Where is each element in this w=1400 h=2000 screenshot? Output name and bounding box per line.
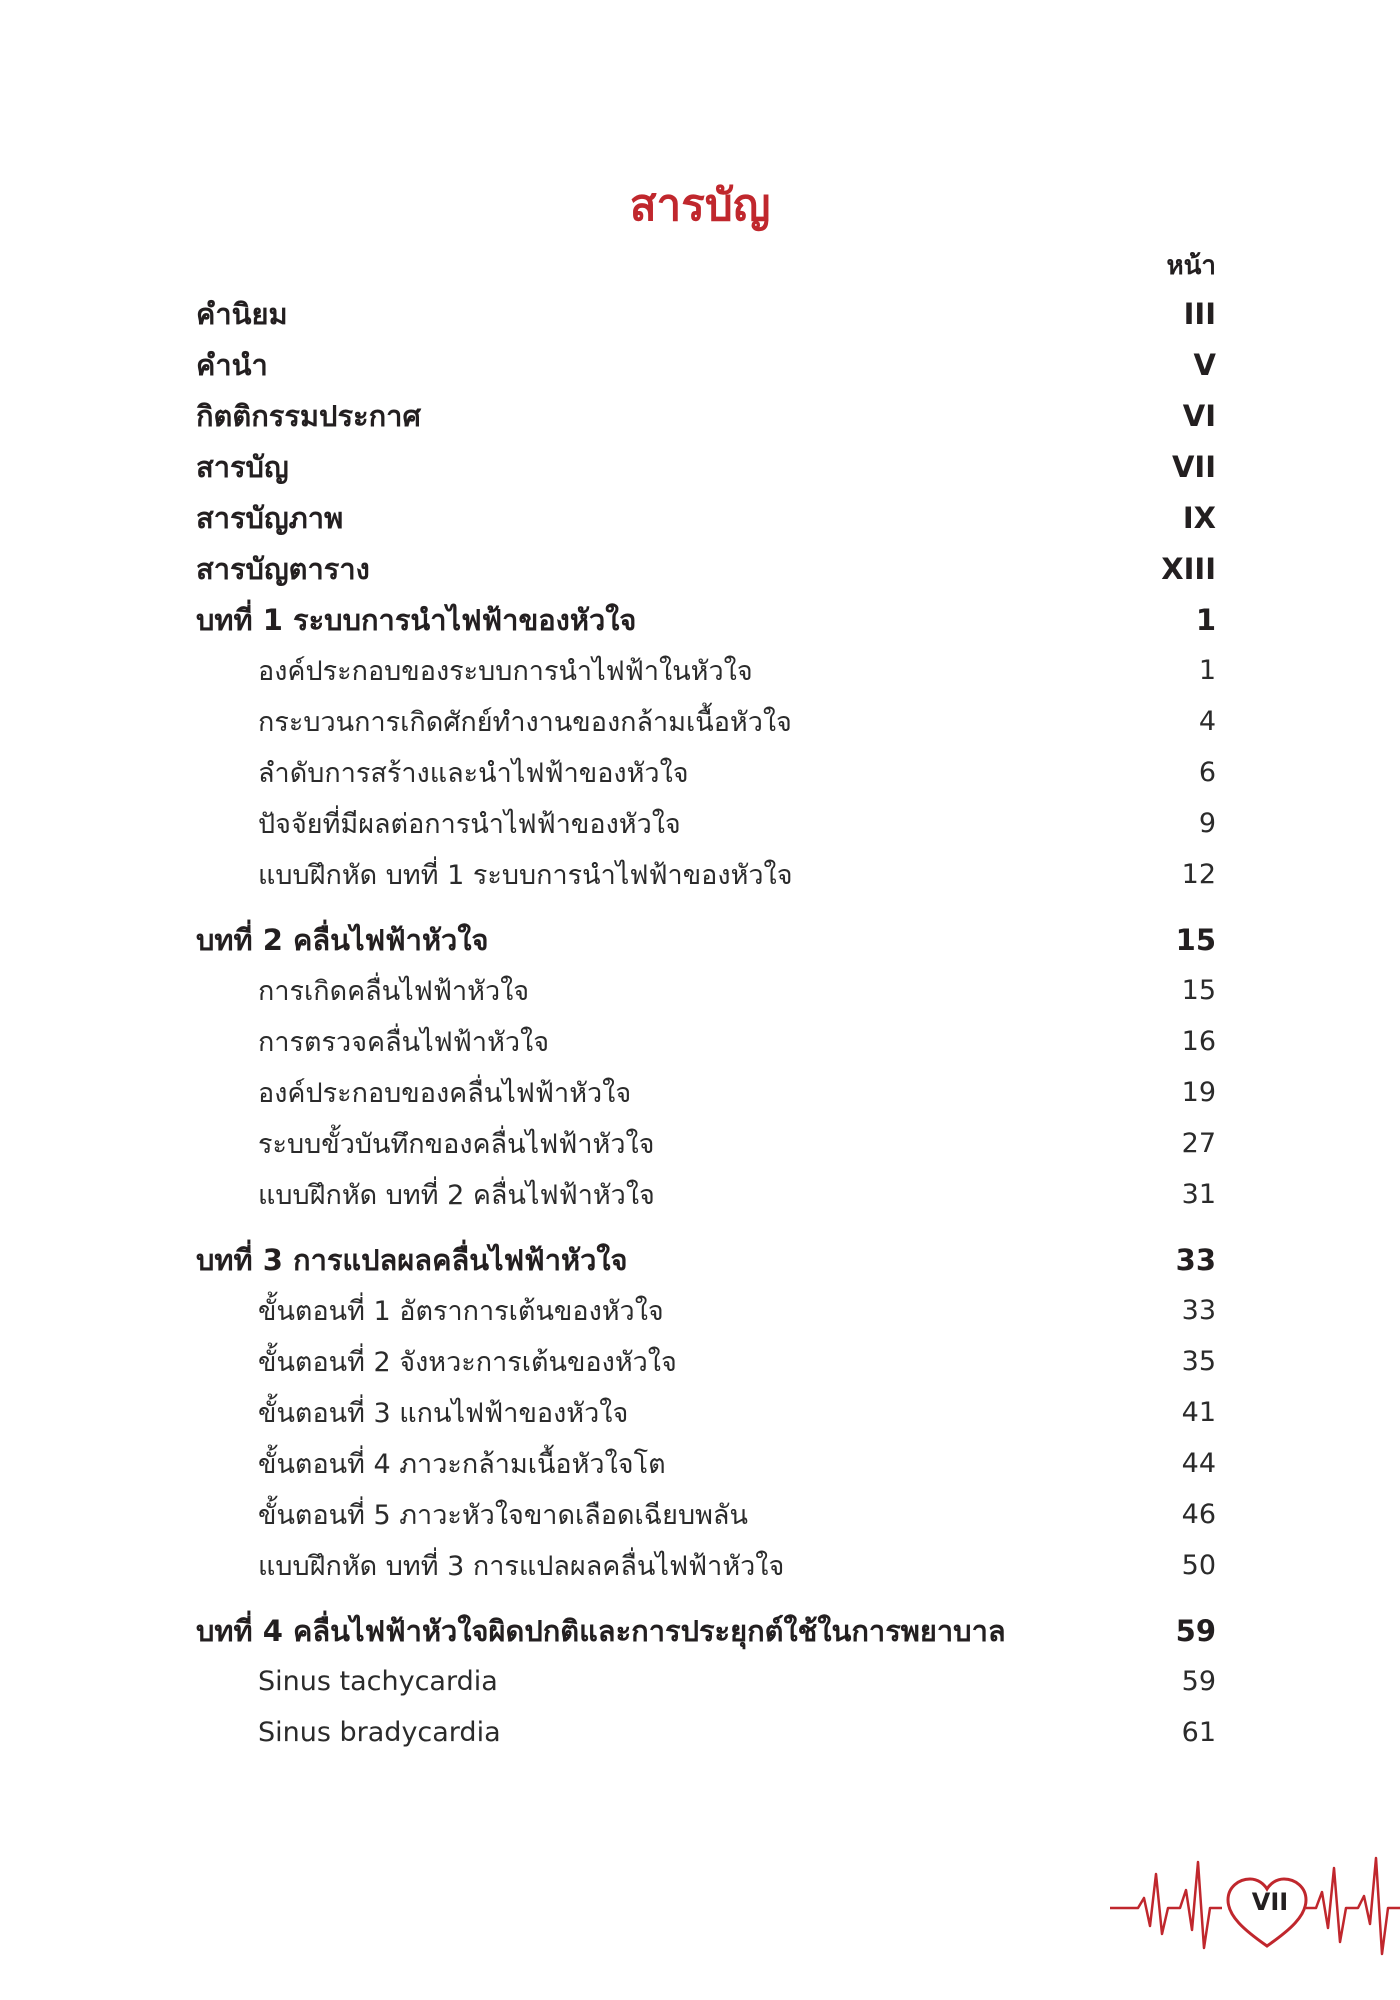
toc-entry-label: ขั้นตอนที่ 5 ภาวะหัวใจขาดเลือดเฉียบพลัน bbox=[258, 1500, 748, 1531]
toc-entry-page: 4 bbox=[1198, 706, 1216, 737]
toc-section[interactable] bbox=[196, 1656, 1216, 1707]
toc-entry-page: 41 bbox=[1181, 1397, 1216, 1428]
toc-entry-label: Sinus tachycardia bbox=[258, 1666, 498, 1697]
toc-entry-page: 35 bbox=[1181, 1346, 1216, 1377]
toc-entry-page: VII bbox=[1171, 449, 1216, 484]
toc-chapter-1[interactable] bbox=[196, 594, 1216, 645]
ecg-line bbox=[1110, 1862, 1222, 1948]
toc-entry-acknowledgements[interactable] bbox=[196, 390, 1216, 441]
toc-entry-page: V bbox=[1193, 347, 1216, 382]
toc-section[interactable] bbox=[196, 1438, 1216, 1489]
toc-section[interactable] bbox=[196, 1169, 1216, 1220]
toc-entry-page: 6 bbox=[1198, 757, 1216, 788]
toc-entry-label: คำนำ bbox=[196, 347, 268, 382]
toc-entry-page: 15 bbox=[1175, 922, 1216, 957]
toc-entry-page: 19 bbox=[1181, 1077, 1216, 1108]
toc-section[interactable] bbox=[196, 1387, 1216, 1438]
toc-entry-preface[interactable] bbox=[196, 339, 1216, 390]
toc-section[interactable] bbox=[196, 696, 1216, 747]
toc-section[interactable] bbox=[196, 1016, 1216, 1067]
toc-entry-page: VI bbox=[1182, 398, 1216, 433]
toc-entry-label: บทที่ 2 คลื่นไฟฟ้าหัวใจ bbox=[196, 922, 489, 957]
toc-section[interactable] bbox=[196, 1067, 1216, 1118]
toc-entry-page: 50 bbox=[1181, 1550, 1216, 1581]
toc-section[interactable] bbox=[196, 1540, 1216, 1591]
toc-entry-page: 61 bbox=[1181, 1717, 1216, 1748]
toc-entry-label: ขั้นตอนที่ 2 จังหวะการเต้นของหัวใจ bbox=[258, 1347, 677, 1378]
toc-entry-page: 33 bbox=[1175, 1242, 1216, 1277]
page-number: VII bbox=[1251, 1888, 1289, 1916]
toc-entry-label: กระบวนการเกิดศักย์ทำงานของกล้ามเนื้อหัวใจ bbox=[258, 707, 792, 738]
toc-entry-contents[interactable] bbox=[196, 441, 1216, 492]
toc-entry-label: การตรวจคลื่นไฟฟ้าหัวใจ bbox=[258, 1027, 550, 1058]
toc-chapter-2[interactable] bbox=[196, 914, 1216, 965]
toc-entry-label: การเกิดคลื่นไฟฟ้าหัวใจ bbox=[258, 976, 530, 1007]
toc-section[interactable] bbox=[196, 645, 1216, 696]
toc-entry-page: 44 bbox=[1181, 1448, 1216, 1479]
toc-entry-page: 27 bbox=[1181, 1128, 1216, 1159]
toc-section[interactable] bbox=[196, 849, 1216, 900]
toc-section[interactable] bbox=[196, 1118, 1216, 1169]
page-title: สารบัญ bbox=[629, 180, 771, 231]
toc-entry-label: สารบัญภาพ bbox=[196, 500, 344, 535]
toc-entry-list-of-tables[interactable] bbox=[196, 543, 1216, 594]
toc-entry-page: 9 bbox=[1198, 808, 1216, 839]
page-column-header: หน้า bbox=[1166, 251, 1216, 281]
toc-entry-page: III bbox=[1183, 296, 1216, 331]
toc-entry-list-of-figures[interactable] bbox=[196, 492, 1216, 543]
toc-entry-label: ขั้นตอนที่ 4 ภาวะกล้ามเนื้อหัวใจโต bbox=[258, 1449, 666, 1480]
toc-entry-label: องค์ประกอบของคลื่นไฟฟ้าหัวใจ bbox=[258, 1078, 632, 1109]
toc-entry-label: แบบฝึกหัด บทที่ 2 คลื่นไฟฟ้าหัวใจ bbox=[258, 1180, 655, 1211]
toc-entry-foreword[interactable] bbox=[196, 288, 1216, 339]
toc-section[interactable] bbox=[196, 1336, 1216, 1387]
toc-entry-label: คำนิยม bbox=[196, 296, 288, 331]
toc-entry-page: 59 bbox=[1181, 1666, 1216, 1697]
toc-entry-label: แบบฝึกหัด บทที่ 3 การแปลผลคลื่นไฟฟ้าหัวใจ bbox=[258, 1551, 785, 1582]
toc-entry-label: แบบฝึกหัด บทที่ 1 ระบบการนำไฟฟ้าของหัวใจ bbox=[258, 860, 793, 891]
toc-entry-page: 59 bbox=[1175, 1613, 1216, 1648]
toc-entry-label: กิตติกรรมประกาศ bbox=[196, 398, 421, 433]
toc-section[interactable] bbox=[196, 1489, 1216, 1540]
toc-entry-page: 33 bbox=[1181, 1295, 1216, 1326]
toc-section[interactable] bbox=[196, 1707, 1216, 1758]
toc-entry-label: ขั้นตอนที่ 3 แกนไฟฟ้าของหัวใจ bbox=[258, 1398, 629, 1429]
ecg-line-right bbox=[1306, 1858, 1400, 1954]
toc-entry-page: XIII bbox=[1161, 551, 1216, 586]
toc-entry-label: สารบัญตาราง bbox=[196, 551, 370, 586]
toc-section[interactable] bbox=[196, 747, 1216, 798]
toc-entry-label: บทที่ 3 การแปลผลคลื่นไฟฟ้าหัวใจ bbox=[196, 1242, 628, 1277]
toc-section[interactable] bbox=[196, 1285, 1216, 1336]
toc-entry-label: ขั้นตอนที่ 1 อัตราการเต้นของหัวใจ bbox=[258, 1296, 664, 1327]
toc-entry-label: ปัจจัยที่มีผลต่อการนำไฟฟ้าของหัวใจ bbox=[258, 809, 681, 840]
toc-entry-label: ลำดับการสร้างและนำไฟฟ้าของหัวใจ bbox=[258, 758, 689, 789]
toc-list bbox=[196, 288, 1216, 1758]
toc-entry-page: 16 bbox=[1181, 1026, 1216, 1057]
toc-entry-page: 12 bbox=[1181, 859, 1216, 890]
toc-entry-label: บทที่ 1 ระบบการนำไฟฟ้าของหัวใจ bbox=[196, 602, 637, 637]
toc-entry-page: 15 bbox=[1181, 975, 1216, 1006]
toc-entry-page: 31 bbox=[1181, 1179, 1216, 1210]
toc-entry-page: 1 bbox=[1198, 655, 1216, 686]
toc-entry-page: IX bbox=[1182, 500, 1216, 535]
toc-entry-label: องค์ประกอบของระบบการนำไฟฟ้าในหัวใจ bbox=[258, 656, 753, 687]
toc-entry-label: Sinus bradycardia bbox=[258, 1717, 501, 1748]
toc-section[interactable] bbox=[196, 798, 1216, 849]
toc-entry-label: บทที่ 4 คลื่นไฟฟ้าหัวใจผิดปกติและการประยุกต์ใช้ในการพยาบาล bbox=[196, 1613, 1006, 1648]
toc-entry-label: ระบบขั้วบันทึกของคลื่นไฟฟ้าหัวใจ bbox=[258, 1129, 655, 1160]
toc-entry-label: สารบัญ bbox=[196, 449, 289, 484]
toc-entry-page: 1 bbox=[1195, 602, 1216, 637]
toc-section[interactable] bbox=[196, 965, 1216, 1016]
toc-chapter-4[interactable] bbox=[196, 1605, 1216, 1656]
toc-chapter-3[interactable] bbox=[196, 1234, 1216, 1285]
toc-entry-page: 46 bbox=[1181, 1499, 1216, 1530]
